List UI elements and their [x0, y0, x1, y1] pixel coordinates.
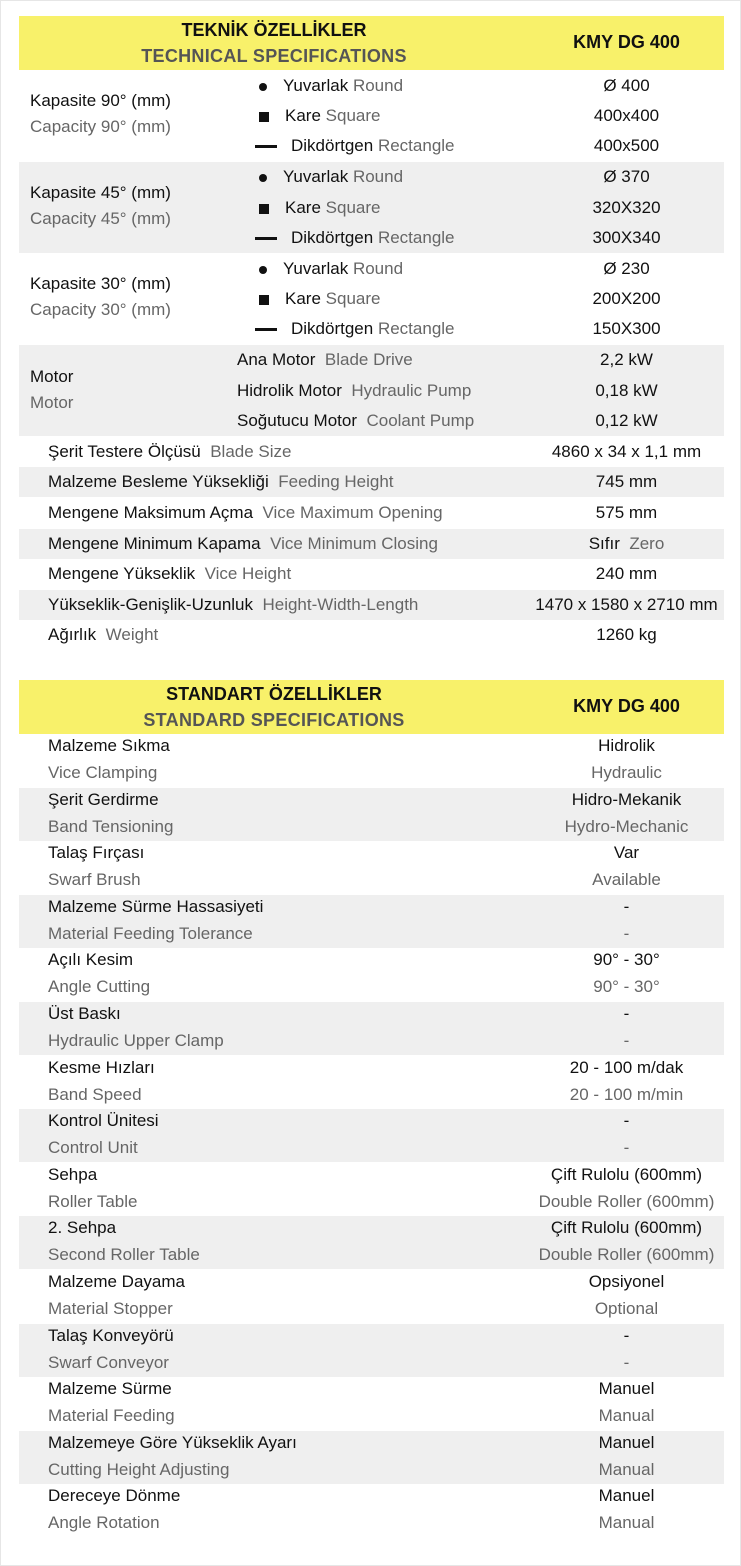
- shape-tr: Kare: [285, 198, 321, 217]
- std-value-tr: Var: [613, 843, 640, 862]
- std-row: [19, 1484, 724, 1537]
- std-value-tr: 20 - 100 m/dak: [569, 1058, 684, 1077]
- spec-value: 240 mm: [595, 564, 658, 583]
- group-label-tr: Kapasite 45° (mm): [30, 183, 171, 202]
- std-value-en: Available: [592, 870, 661, 889]
- spec-label-en: Height-Width-Length: [262, 595, 419, 614]
- std-row: [19, 841, 724, 894]
- std-label-en: Control Unit: [48, 1138, 138, 1157]
- std-label-tr: Açılı Kesim: [48, 950, 134, 969]
- capacity-value: Ø 370: [603, 167, 650, 186]
- group-label-en: Capacity 30° (mm): [30, 300, 171, 319]
- std-value-en: Manual: [598, 1406, 655, 1425]
- std-value-tr: Manuel: [598, 1379, 655, 1398]
- group-label-tr: Kapasite 90° (mm): [30, 91, 171, 110]
- std-label-en: Material Feeding Tolerance: [48, 924, 253, 943]
- spec-row-blade-size: [19, 437, 724, 467]
- std-row: [19, 948, 724, 1001]
- capacity-value: 400x400: [593, 106, 660, 125]
- std-row: [19, 734, 724, 787]
- spec-label-tr: Mengene Maksimum Açma: [48, 503, 254, 522]
- capacity-row: [19, 254, 724, 284]
- std-label-tr: Talaş Fırçası: [48, 843, 145, 862]
- shape-tr: Dikdörtgen: [291, 319, 374, 338]
- capacity-value: 200X200: [592, 289, 661, 308]
- std-label-en: Angle Cutting: [48, 977, 151, 996]
- rectangle-icon: [255, 328, 277, 331]
- spec-label-en: Feeding Height: [278, 472, 394, 491]
- spec-value: 575 mm: [595, 503, 658, 522]
- shape-en: Rectangle: [377, 319, 455, 338]
- std-value-en: -: [623, 1353, 630, 1372]
- std-label-tr: Malzeme Dayama: [48, 1272, 185, 1291]
- shape-en: Rectangle: [377, 136, 455, 155]
- spec-value: 1470 x 1580 x 2710 mm: [535, 595, 718, 614]
- capacity-row: [19, 131, 724, 161]
- std-label-tr: Sehpa: [48, 1165, 98, 1184]
- tech-model: KMY DG 400: [573, 32, 680, 52]
- shape-en: Square: [325, 289, 381, 308]
- tech-title-en: TECHNICAL SPECIFICATIONS: [141, 46, 407, 66]
- std-row: [19, 1431, 724, 1484]
- std-value-en: Hydro-Mechanic: [564, 817, 689, 836]
- std-value-tr: Çift Rulolu (600mm): [550, 1218, 703, 1237]
- std-label-en: Band Speed: [48, 1085, 142, 1104]
- std-label-tr: Malzemeye Göre Yükseklik Ayarı: [48, 1433, 297, 1452]
- spec-label-tr: Ağırlık: [48, 625, 97, 644]
- motor-row: [19, 376, 724, 406]
- motor-row: [19, 345, 724, 375]
- spec-value: Sıfır: [588, 534, 620, 553]
- std-row: [19, 1163, 724, 1216]
- shape-en: Square: [325, 106, 381, 125]
- square-icon: [259, 204, 269, 214]
- std-row: [19, 1056, 724, 1109]
- capacity-value: 300X340: [592, 228, 661, 247]
- std-row: [19, 1109, 724, 1162]
- spec-row-vice-height: [19, 559, 724, 589]
- motor-tr: Hidrolik Motor: [237, 381, 342, 400]
- std-value-tr: Opsiyonel: [588, 1272, 665, 1291]
- std-label-tr: Üst Baskı: [48, 1004, 121, 1023]
- std-title-en: STANDARD SPECIFICATIONS: [143, 710, 405, 730]
- tech-header: [19, 16, 724, 70]
- capacity-value: 320X320: [592, 198, 661, 217]
- std-label-en: Roller Table: [48, 1192, 138, 1211]
- shape-tr: Yuvarlak: [283, 259, 349, 278]
- std-value-en: Manual: [598, 1460, 655, 1479]
- shape-tr: Kare: [285, 289, 321, 308]
- std-label-en: Swarf Conveyor: [48, 1353, 169, 1372]
- capacity-value: Ø 230: [603, 259, 650, 278]
- std-value-en: -: [623, 1031, 630, 1050]
- std-label-en: Hydraulic Upper Clamp: [48, 1031, 224, 1050]
- std-value-tr: Hidro-Mekanik: [571, 790, 682, 809]
- spec-label-tr: Mengene Minimum Kapama: [48, 534, 261, 553]
- std-row: [19, 1377, 724, 1430]
- std-row: [19, 1216, 724, 1269]
- std-label-tr: Şerit Gerdirme: [48, 790, 159, 809]
- std-label-tr: Malzeme Sıkma: [48, 736, 170, 755]
- std-value-en: -: [623, 1138, 630, 1157]
- shape-en: Round: [352, 259, 404, 278]
- std-value-en: Double Roller (600mm): [538, 1192, 715, 1211]
- std-label-tr: Dereceye Dönme: [48, 1486, 181, 1505]
- motor-row: [19, 406, 724, 436]
- std-label-en: Material Stopper: [48, 1299, 173, 1318]
- spec-row-feeding-height: [19, 467, 724, 497]
- motor-tr: Soğutucu Motor: [237, 411, 358, 430]
- std-label-tr: Kesme Hızları: [48, 1058, 155, 1077]
- std-label-en: Swarf Brush: [48, 870, 141, 889]
- std-value-tr: Hidrolik: [598, 736, 655, 755]
- capacity-row: [19, 314, 724, 344]
- rectangle-icon: [255, 237, 277, 240]
- std-header: [19, 680, 724, 734]
- std-value-en: -: [623, 924, 630, 943]
- std-value-tr: Manuel: [598, 1433, 655, 1452]
- std-label-en: Band Tensioning: [48, 817, 174, 836]
- spec-row-weight: [19, 620, 724, 650]
- spec-value: 4860 x 34 x 1,1 mm: [551, 442, 702, 461]
- std-row: [19, 1324, 724, 1377]
- round-icon: [259, 174, 267, 182]
- std-value-tr: 90° - 30°: [593, 950, 660, 969]
- capacity-value: 150X300: [592, 319, 661, 338]
- std-row: [19, 895, 724, 948]
- round-icon: [259, 83, 267, 91]
- shape-en: Round: [352, 76, 404, 95]
- std-label-tr: Kontrol Ünitesi: [48, 1111, 159, 1130]
- spec-label-en: Blade Size: [210, 442, 292, 461]
- std-value-tr: -: [623, 1111, 630, 1130]
- std-row: [19, 1270, 724, 1323]
- std-label-en: Cutting Height Adjusting: [48, 1460, 230, 1479]
- square-icon: [259, 295, 269, 305]
- motor-value: 2,2 kW: [600, 350, 653, 369]
- capacity-value: Ø 400: [603, 76, 650, 95]
- group-label-en: Capacity 90° (mm): [30, 117, 171, 136]
- capacity-row: [19, 101, 724, 131]
- std-value-tr: -: [623, 1326, 630, 1345]
- std-title-tr: STANDART ÖZELLİKLER: [166, 684, 382, 704]
- motor-en: Blade Drive: [324, 350, 413, 369]
- std-label-tr: 2. Sehpa: [48, 1218, 117, 1237]
- std-label-en: Angle Rotation: [48, 1513, 160, 1532]
- std-value-tr: -: [623, 1004, 630, 1023]
- spec-label-en: Vice Height: [204, 564, 292, 583]
- spec-value-en: Zero: [629, 534, 665, 553]
- shape-tr: Kare: [285, 106, 321, 125]
- shape-tr: Dikdörtgen: [291, 136, 374, 155]
- rectangle-icon: [255, 145, 277, 148]
- motor-en: Coolant Pump: [366, 411, 475, 430]
- std-label-en: Material Feeding: [48, 1406, 175, 1425]
- spec-label-en: Weight: [105, 625, 159, 644]
- std-row: [19, 1002, 724, 1055]
- std-label-tr: Talaş Konveyörü: [48, 1326, 174, 1345]
- std-value-en: Manual: [598, 1513, 655, 1532]
- shape-tr: Dikdörtgen: [291, 228, 374, 247]
- std-value-tr: Manuel: [598, 1486, 655, 1505]
- capacity-row: [19, 71, 724, 101]
- group-label-tr: Kapasite 30° (mm): [30, 274, 171, 293]
- std-value-tr: Çift Rulolu (600mm): [550, 1165, 703, 1184]
- motor-label-en: Motor: [30, 393, 74, 412]
- std-value-en: 20 - 100 m/min: [569, 1085, 684, 1104]
- shape-en: Rectangle: [377, 228, 455, 247]
- spec-value: 1260 kg: [596, 625, 657, 644]
- spec-label-tr: Mengene Yükseklik: [48, 564, 196, 583]
- round-icon: [259, 266, 267, 274]
- std-value-tr: -: [623, 897, 630, 916]
- spec-label-tr: Şerit Testere Ölçüsü: [48, 442, 201, 461]
- tech-title-tr: TEKNİK ÖZELLİKLER: [181, 20, 367, 40]
- square-icon: [259, 112, 269, 122]
- spec-value: 745 mm: [595, 472, 658, 491]
- spec-label-en: Vice Maximum Opening: [262, 503, 443, 522]
- std-label-tr: Malzeme Sürme: [48, 1379, 172, 1398]
- capacity-value: 400x500: [593, 136, 660, 155]
- spec-row-dimensions: [19, 590, 724, 620]
- std-value-en: Optional: [594, 1299, 659, 1318]
- std-value-en: 90° - 30°: [593, 977, 660, 996]
- spec-row-vice-max: [19, 498, 724, 528]
- std-label-tr: Malzeme Sürme Hassasiyeti: [48, 897, 264, 916]
- capacity-row: [19, 284, 724, 314]
- capacity-row: [19, 162, 724, 192]
- shape-en: Round: [352, 167, 404, 186]
- std-label-en: Vice Clamping: [48, 763, 158, 782]
- spec-label-tr: Yükseklik-Genişlik-Uzunluk: [48, 595, 254, 614]
- spec-label-tr: Malzeme Besleme Yüksekliği: [48, 472, 269, 491]
- shape-en: Square: [325, 198, 381, 217]
- shape-tr: Yuvarlak: [283, 167, 349, 186]
- motor-tr: Ana Motor: [237, 350, 316, 369]
- group-label-en: Capacity 45° (mm): [30, 209, 171, 228]
- motor-label-tr: Motor: [30, 367, 74, 386]
- std-label-en: Second Roller Table: [48, 1245, 200, 1264]
- std-row: [19, 788, 724, 841]
- std-value-en: Double Roller (600mm): [538, 1245, 715, 1264]
- motor-value: 0,18 kW: [595, 381, 658, 400]
- capacity-row: [19, 193, 724, 223]
- spec-row-vice-min: [19, 529, 724, 559]
- capacity-row: [19, 223, 724, 253]
- motor-value: 0,12 kW: [595, 411, 658, 430]
- std-model: KMY DG 400: [573, 696, 680, 716]
- shape-tr: Yuvarlak: [283, 76, 349, 95]
- std-value-en: Hydraulic: [591, 763, 662, 782]
- motor-en: Hydraulic Pump: [351, 381, 472, 400]
- spec-label-en: Vice Minimum Closing: [270, 534, 438, 553]
